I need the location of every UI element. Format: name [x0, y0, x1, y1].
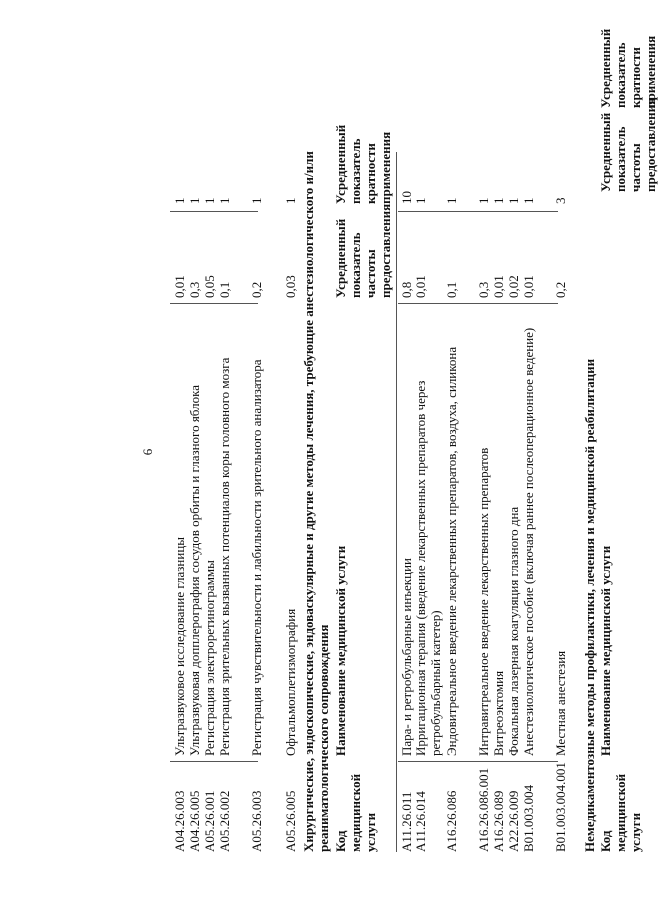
frequency-value: 0,05: [202, 275, 217, 298]
multiplicity-value: 1: [476, 197, 491, 204]
header-multiplicity: Усредненный показатель кратности применения: [333, 124, 393, 204]
multiplicity-value: 1: [413, 197, 428, 204]
section-title: Немедикаментозные методы профилактики, лечения и медицинской реабилитации: [582, 358, 597, 852]
service-name: Анестезиологическое пособие (включая раннее послеоперационное ведение): [521, 327, 536, 756]
frequency-value: 0,3: [476, 281, 491, 298]
multiplicity-value: 1: [491, 197, 506, 204]
frequency-value: 0,3: [187, 281, 202, 298]
header-multiplicity: Усредненный показатель кратности применения: [598, 28, 658, 108]
multiplicity-value: 1: [283, 197, 298, 204]
service-name: Регистрация чувствительности и лабильности зрительного анализатора: [249, 359, 264, 756]
multiplicity-value: 1: [202, 197, 217, 204]
header-frequency: Усредненный показатель частоты предоставления: [333, 203, 393, 298]
header-code: Код медицинской услуги: [333, 773, 378, 852]
header-code: Код медицинской услуги: [598, 773, 643, 852]
section-title: Хирургические, эндоскопические, эндоваскулярные и другие методы лечения, требующие анестезиологического и/или реаниматологического сопровождения: [301, 151, 331, 852]
service-code: A04.26.005: [187, 790, 202, 852]
column-divider: [170, 303, 258, 304]
multiplicity-value: 1: [506, 197, 521, 204]
service-code: B01.003.004: [521, 784, 536, 852]
service-code: A16.26.086: [444, 790, 459, 852]
service-name: Местная анестезия: [553, 650, 568, 756]
multiplicity-value: 1: [172, 197, 187, 204]
service-code: A05.26.005: [283, 790, 298, 852]
service-name: Ультразвуковое исследование глазницы: [172, 536, 187, 756]
service-code: A16.26.089: [491, 790, 506, 852]
column-divider: [398, 211, 558, 212]
rotated-page: [20, 12, 658, 892]
multiplicity-value: 10: [399, 191, 414, 204]
service-code: A05.26.002: [217, 790, 232, 852]
service-name: Ультразвуковая допплерография сосудов орбиты и глазного яблока: [187, 385, 202, 756]
multiplicity-value: 1: [444, 197, 459, 204]
frequency-value: 0,03: [283, 275, 298, 298]
frequency-value: 0,1: [444, 281, 459, 298]
frequency-value: 0,01: [491, 275, 506, 298]
service-name: Пара- и ретробульбарные инъекции: [399, 558, 414, 756]
multiplicity-value: 1: [521, 197, 536, 204]
multiplicity-value: 3: [553, 197, 568, 204]
frequency-value: 0,02: [506, 275, 521, 298]
service-code: B01.003.004.001: [553, 762, 568, 852]
service-name: Регистрация зрительных вызванных потенциалов коры головного мозга: [217, 357, 232, 756]
service-name: Интравитреальное введение лекарственных препаратов: [476, 447, 491, 756]
frequency-value: 0,01: [413, 275, 428, 298]
header-name: Наименование медицинской услуги: [333, 545, 348, 756]
service-name: Ирригационная терапия (введение лекарственных препаратов через ретробульбарный катетер): [413, 380, 443, 756]
service-name: Офтальмоплетизмография: [283, 608, 298, 756]
service-name: Фокальная лазерная коагуляция глазного дна: [506, 506, 521, 756]
service-name: Витреоэктомия: [491, 670, 506, 756]
multiplicity-value: 1: [217, 197, 232, 204]
multiplicity-value: 1: [187, 197, 202, 204]
header-frequency: Усредненный показатель частоты предоставления: [598, 97, 658, 192]
service-code: A05.26.001: [202, 790, 217, 852]
page-number: 6: [140, 448, 155, 456]
service-name: Регистрация электроретинограммы: [202, 560, 217, 756]
frequency-value: 0,2: [249, 281, 264, 298]
frequency-value: 0,01: [172, 275, 187, 298]
service-code: A04.26.003: [172, 790, 187, 852]
frequency-value: 0,1: [217, 281, 232, 298]
frequency-value: 0,01: [521, 275, 536, 298]
column-divider: [170, 211, 258, 212]
service-code: A16.26.086.001: [476, 767, 491, 852]
frequency-value: 0,8: [399, 281, 414, 298]
service-code: A05.26.003: [249, 790, 264, 852]
column-divider: [398, 303, 558, 304]
header-name: Наименование медицинской услуги: [598, 545, 613, 756]
service-code: A11.26.011: [399, 791, 414, 852]
service-code: A11.26.014: [413, 791, 428, 852]
frequency-value: 0,2: [553, 281, 568, 298]
service-code: A22.26.009: [506, 790, 521, 852]
multiplicity-value: 1: [249, 197, 264, 204]
service-name: Эндовитреальное введение лекарственных препаратов, воздуха, силикона: [444, 346, 459, 756]
header-rule: [396, 152, 397, 852]
